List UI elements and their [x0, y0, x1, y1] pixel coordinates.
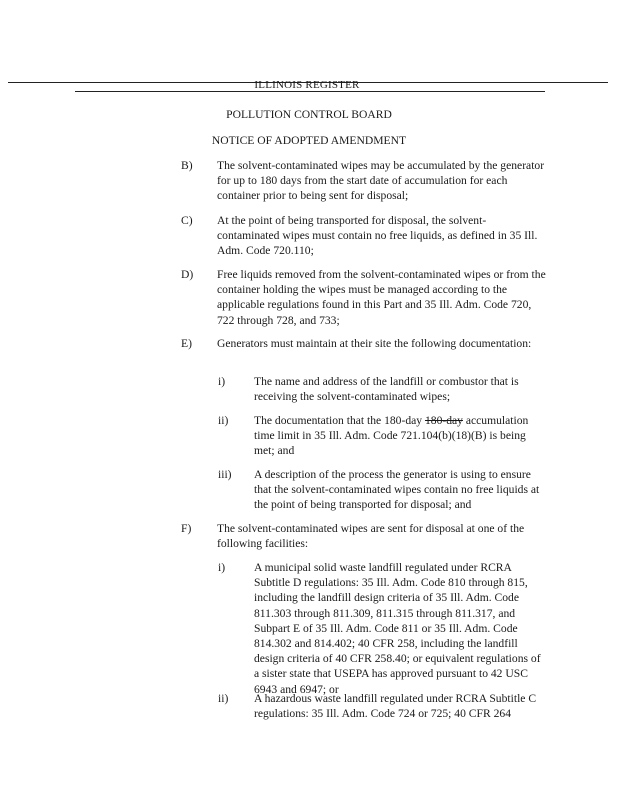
item-f-i-label: i) — [218, 561, 226, 574]
item-e-ii-struck-text: 180-day — [424, 414, 463, 427]
item-f-text: The solvent-contaminated wipes are sent for disposal at one of the following facilities: — [217, 522, 525, 551]
item-f-i-text: A municipal solid waste landfill regulated under RCRA Subtitle D regulations: 35 Ill. Adm. Code 810 through 815, including the landfill design criteria of 35 Ill. Adm. Code 811.303 through 811.309, 811.315 through 811.317, and Subpart E of 35 Ill. Adm. Code 811 or 35 Ill. Adm. Code 814.302 and 814.402; 40 CFR 258, including the landfill design criteria of 40 CFR 258.40; or equivalent regulations of a sister state that USEPA has approved pursuant to 42 USC 6943 and 6947; or — [254, 561, 541, 696]
item-e-ii-label: ii) — [218, 414, 229, 427]
item-d-text: Free liquids removed from the solvent-contaminated wipes or from the container holding the wipes must be managed according to the applicable regulations found in this Part and 35 Ill. Adm. Code 720, 722 through 728, and 733; — [217, 268, 546, 327]
item-f-ii-label: ii) — [218, 692, 229, 705]
item-d-label: D) — [181, 268, 194, 281]
item-e-i-label: i) — [218, 375, 226, 388]
item-b-text: The solvent-contaminated wipes may be accumulated by the generator for up to 180 days from the start date of accumulation for each container prior to being sent for disposal; — [217, 159, 545, 203]
register-title: ILLINOIS REGISTER — [254, 79, 360, 91]
item-e-iii-label: iii) — [218, 468, 232, 481]
header-rule-under-title — [75, 91, 545, 92]
item-c-label: C) — [181, 214, 193, 227]
item-e-ii-text-before: The documentation that the 180-day — [254, 414, 425, 427]
item-e-label: E) — [181, 337, 192, 350]
item-e-ii-text-after: accumulation time limit in 35 Ill. Adm. Code 721.104(b)(18)(B) is being met; and — [254, 414, 529, 458]
notice-title: NOTICE OF ADOPTED AMENDMENT — [211, 134, 407, 147]
item-f-ii-text: A hazardous waste landfill regulated under RCRA Subtitle C regulations: 35 Ill. Adm. Code 724 or 725; 40 CFR 264 — [254, 692, 537, 721]
item-c-text: At the point of being transported for disposal, the solvent-contaminated wipes must contain no free liquids, as defined in 35 Ill. Adm. Code 720.110; — [217, 214, 538, 258]
item-f-label: F) — [181, 522, 192, 535]
item-b-label: B) — [181, 159, 193, 172]
item-e-ii-text — [254, 413, 547, 459]
item-e-text: Generators must maintain at their site the following documentation: — [217, 337, 532, 350]
item-e-iii-text: A description of the process the generator is using to ensure that the solvent-contaminated wipes contain no free liquids at the point of being transported for disposal; and — [254, 468, 540, 512]
board-title: POLLUTION CONTROL BOARD — [226, 108, 392, 121]
item-e-i-text: The name and address of the landfill or combustor that is receiving the solvent-contaminated wipes; — [254, 375, 519, 404]
